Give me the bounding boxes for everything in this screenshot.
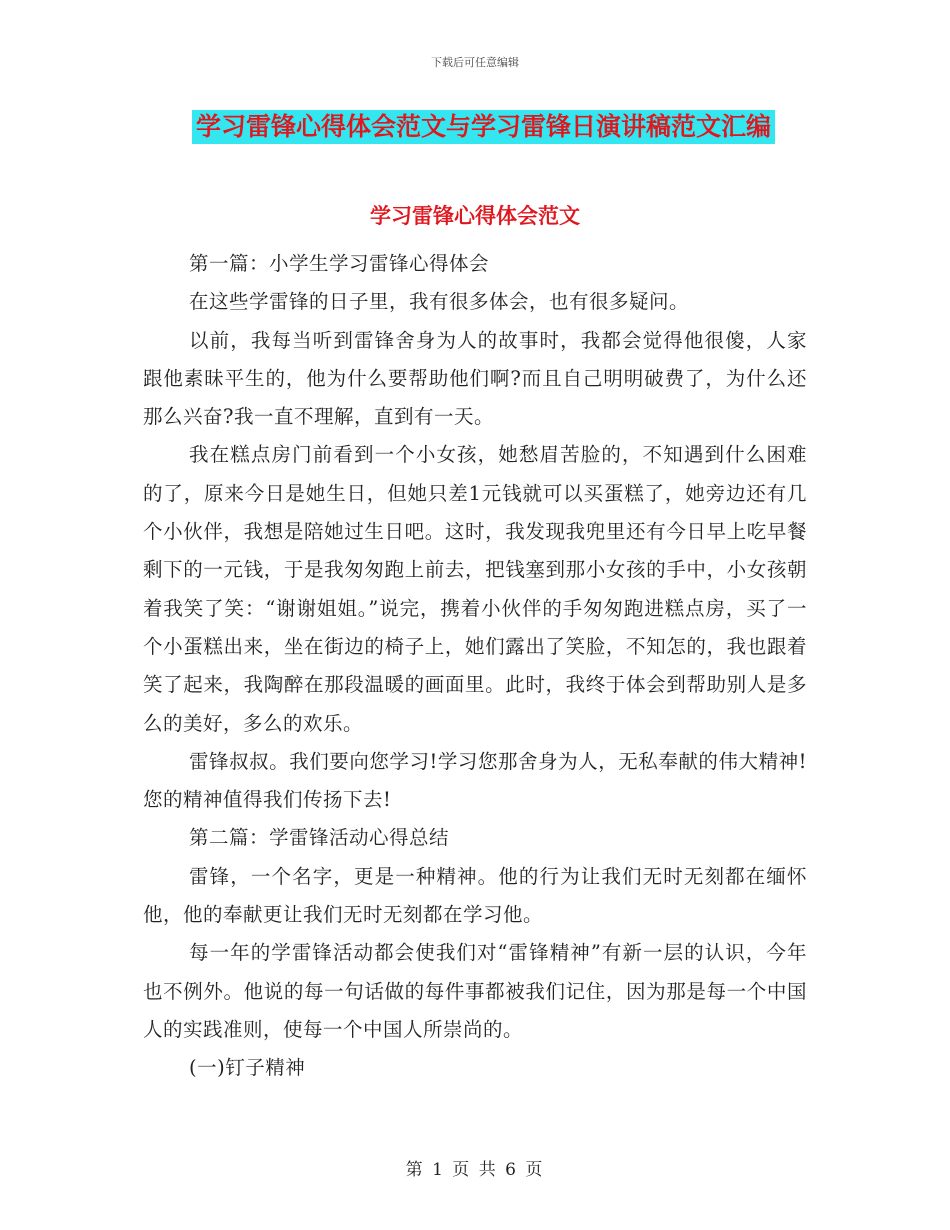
paragraph: 以前，我每当听到雷锋舍身为人的故事时，我都会觉得他很傻，人家跟他素昧平生的，他为什么要帮助他们啊?而且自己明明破费了，为什么还那么兴奋?我一直不理解，直到有一天。 xyxy=(143,328,807,429)
paragraph: 我在糕点房门前看到一个小女孩，她愁眉苦脸的，不知遇到什么困难的了，原来今日是她生日，但她只差1元钱就可以买蛋糕了，她旁边还有几个小伙伴，我想是陪她过生日吧。这时，我发现我兜里还有今日早上吃早餐剩下的一元钱，于是我匆匆跑上前去，把钱塞到那小女孩的手中，小女孩朝着我笑了笑：“谢谢姐姐。”说完，携着小伙伴的手匆匆跑进糕点房，买了一个小蛋糕出来，坐在街边的椅子上，她们露出了笑脸，不知怎的，我也跟着笑了起来，我陶醉在那段温暖的画面里。此时，我终于体会到帮助别人是多么的美好，多么的欢乐。 xyxy=(143,443,807,735)
page-number-footer: 第 1 页 共 6 页 xyxy=(405,1160,545,1180)
paragraph: 在这些学雷锋的日子里，我有很多体会，也有很多疑问。 xyxy=(189,290,690,314)
document-body xyxy=(143,245,807,1088)
paragraph: 第一篇：小学生学习雷锋心得体会 xyxy=(189,252,490,275)
paragraph: (一)钉子精神 xyxy=(189,1056,306,1080)
header-note: 下载后可任意编辑 xyxy=(431,56,519,69)
paragraph: 雷锋叔叔。我们要向您学习!学习您那舍身为人，无私奉献的伟大精神!您的精神值得我们传扬下去! xyxy=(143,749,807,812)
document-title: 学习雷锋心得体会范文与学习雷锋日演讲稿范文汇编 xyxy=(192,110,775,144)
paragraph: 第二篇：学雷锋活动心得总结 xyxy=(189,826,450,850)
section-title: 学习雷锋心得体会范文 xyxy=(370,204,580,228)
paragraph: 雷锋，一个名字，更是一种精神。他的行为让我们无时无刻都在缅怀他，他的奉献更让我们无时无刻都在学习他。 xyxy=(143,864,807,927)
paragraph: 每一年的学雷锋活动都会使我们对“雷锋精神”有新一层的认识，今年也不例外。他说的每一句话做的每件事都被我们记住，因为那是每一个中国人的实践准则，使每一个中国人所崇尚的。 xyxy=(143,941,807,1041)
